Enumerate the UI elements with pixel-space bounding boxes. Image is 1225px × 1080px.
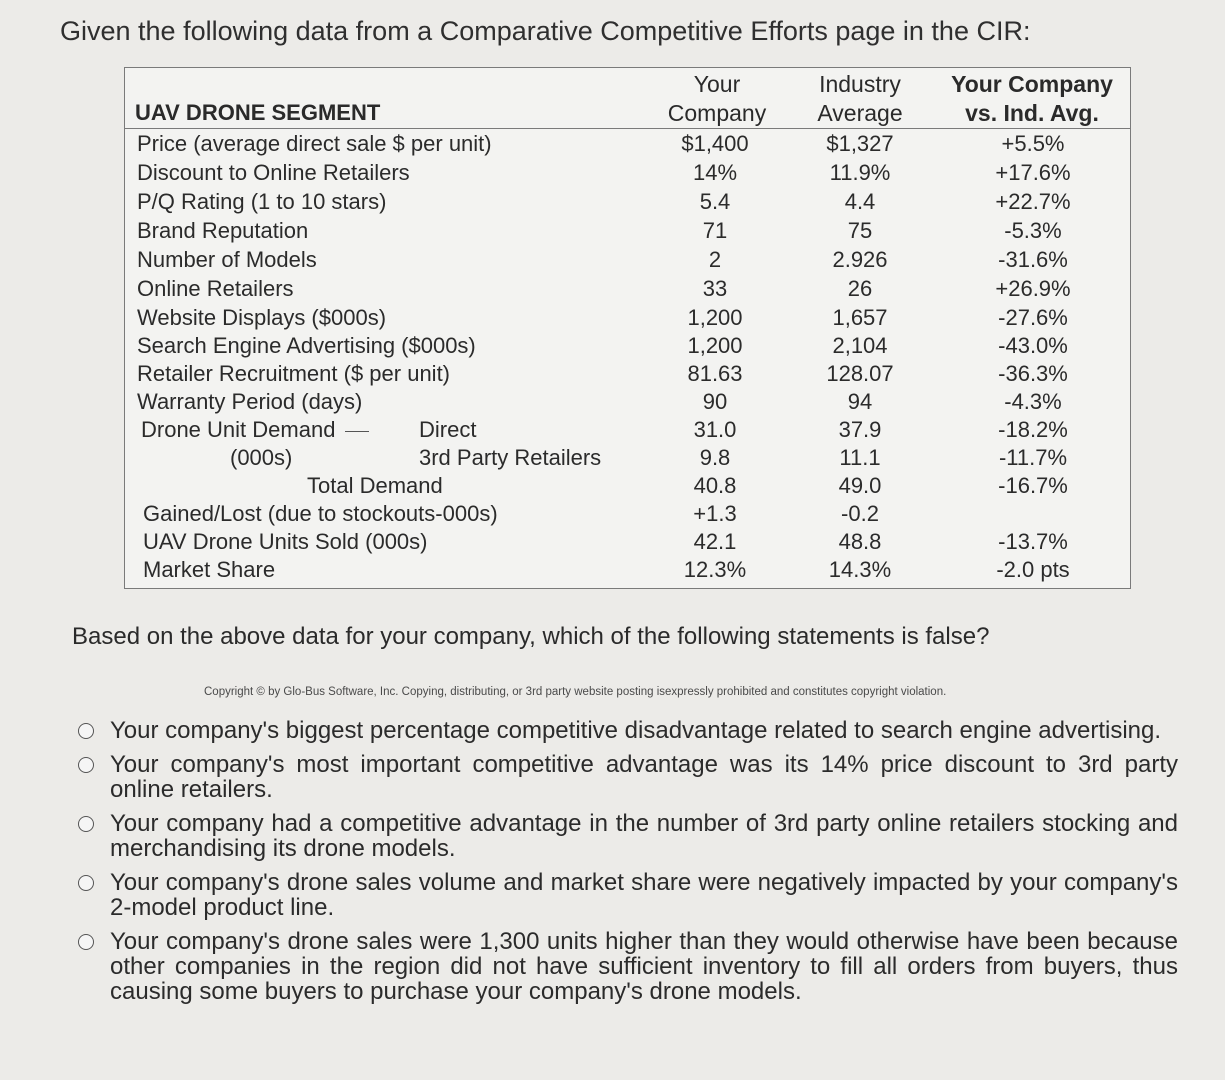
- table-row: Discount to Online Retailers 14% 11.9% +17.6%: [137, 160, 1071, 185]
- option-text: Your company's most important competitive advantage was its 14% price discount to 3rd party online retailers.: [110, 751, 1178, 803]
- table-row-demand-3rd-party: (000s) 3rd Party Retailers 9.8 11.1 -11.7%: [230, 445, 1068, 470]
- table-row-demand-total: Total Demand 40.8 49.0 -16.7%: [307, 473, 1068, 498]
- table-row-demand-direct: Drone Unit Demand Direct 31.0 37.9 -18.2%: [141, 417, 1068, 442]
- dash-line: [345, 431, 369, 432]
- col-header-industry-average: Industry Average: [817, 71, 903, 126]
- table-row: Search Engine Advertising ($000s) 1,200 2,104 -43.0%: [137, 333, 1068, 358]
- copyright-notice: Copyright © by Glo-Bus Software, Inc. Copying, distributing, or 3rd party website posting isexpressly prohibited and constitutes copyright violation.: [204, 686, 947, 698]
- radio-button[interactable]: [78, 875, 94, 891]
- comparative-efforts-table: [124, 67, 1131, 589]
- answer-option[interactable]: [78, 718, 1178, 743]
- col-header-vs-industry: Your Company vs. Ind. Avg.: [951, 71, 1113, 126]
- answer-option[interactable]: [78, 870, 1178, 920]
- radio-button[interactable]: [78, 757, 94, 773]
- table-row: Price (average direct sale $ per unit) $1,400 $1,327 +5.5%: [137, 131, 1065, 156]
- radio-button[interactable]: [78, 723, 94, 739]
- answer-option[interactable]: [78, 929, 1178, 1004]
- segment-title: UAV DRONE SEGMENT: [135, 100, 381, 125]
- col-header-your-company: Your Company: [667, 71, 767, 126]
- radio-button[interactable]: [78, 816, 94, 832]
- table-row: Brand Reputation 71 75 -5.3%: [137, 218, 1062, 243]
- option-text: Your company's drone sales volume and market share were negatively impacted by your company's 2-model product line.: [110, 869, 1178, 921]
- answer-options: [78, 718, 1178, 1013]
- table-row: Website Displays ($000s) 1,200 1,657 -27.6%: [137, 305, 1068, 330]
- option-text: Your company's drone sales were 1,300 units higher than they would otherwise have been because other companies in the region did not have sufficient inventory to fill all orders from buyers, thus causing some buyers to purchase your company's drone models.: [110, 928, 1178, 1005]
- answer-option[interactable]: [78, 752, 1178, 802]
- answer-option[interactable]: [78, 811, 1178, 861]
- option-text: Your company's biggest percentage competitive disadvantage related to search engine advertising.: [110, 717, 1162, 744]
- option-text: Your company had a competitive advantage in the number of 3rd party online retailers stocking and merchandising its drone models.: [110, 810, 1178, 862]
- table-row: P/Q Rating (1 to 10 stars) 5.4 4.4 +22.7%: [137, 189, 1071, 214]
- table-row-gained-lost: Gained/Lost (due to stockouts-000s) +1.3 -0.2: [143, 501, 879, 526]
- header-divider: [125, 128, 1130, 129]
- table-row: Online Retailers 33 26 +26.9%: [137, 276, 1071, 301]
- table-row-units-sold: UAV Drone Units Sold (000s) 42.1 48.8 -13.7%: [143, 529, 1068, 554]
- table-row: Number of Models 2 2.926 -31.6%: [137, 247, 1068, 272]
- table-row: Warranty Period (days) 90 94 -4.3%: [137, 389, 1062, 414]
- table-row: Retailer Recruitment ($ per unit) 81.63 128.07 -36.3%: [137, 361, 1068, 386]
- radio-button[interactable]: [78, 934, 94, 950]
- table-row-market-share: Market Share 12.3% 14.3% -2.0 pts: [143, 557, 1070, 582]
- intro-text: Given the following data from a Comparative Competitive Efforts page in the CIR:: [60, 16, 1031, 46]
- question-text: Based on the above data for your company, which of the following statements is false?: [72, 623, 990, 650]
